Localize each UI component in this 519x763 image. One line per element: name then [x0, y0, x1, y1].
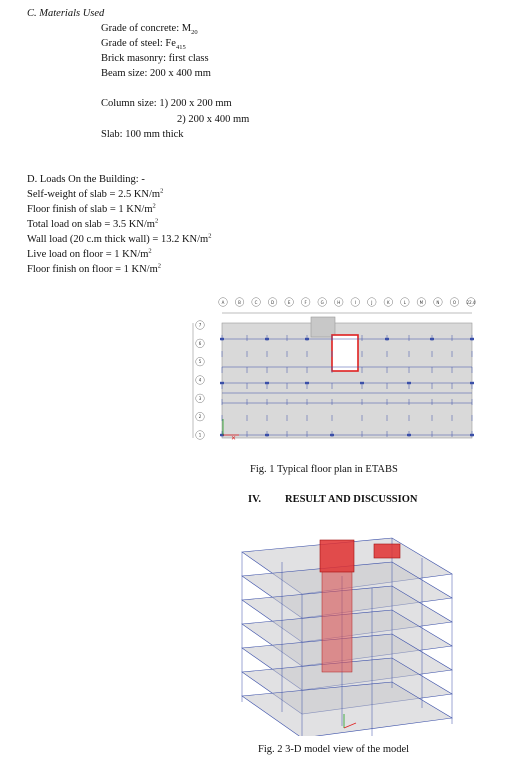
column-mark	[470, 338, 474, 340]
grid-label: E	[287, 300, 291, 305]
column-mark	[305, 338, 309, 340]
grid-label: O	[452, 300, 457, 305]
column-size-2: 2) 200 x 400 mm	[177, 114, 250, 125]
section-title: RESULT AND DISCUSSION	[285, 494, 418, 505]
grid-label: 4	[198, 377, 202, 383]
column-mark	[407, 382, 411, 384]
section-number: IV.	[248, 494, 261, 505]
grid-label: J	[371, 300, 373, 305]
floor-plan-figure	[187, 295, 477, 447]
grid-label: C	[254, 300, 258, 305]
lift-core-top	[320, 540, 354, 572]
grid-y-labels	[196, 321, 205, 440]
load-line: Total load on slab = 3.5 $KN/m^2$	[27, 217, 159, 230]
brick-masonry: Brick masonry: first class	[101, 53, 209, 64]
column-mark	[220, 382, 224, 384]
column-mark	[265, 434, 269, 436]
column-mark	[470, 434, 474, 436]
column-mark	[305, 382, 309, 384]
load-line: Floor finish on floor = 1 $KN/m^2$	[27, 262, 162, 275]
grid-label: I	[354, 300, 356, 305]
column-mark	[430, 338, 434, 340]
load-line: Live load on floor = 1 $KN/m^2$	[27, 247, 152, 260]
staircase-block	[311, 317, 335, 337]
grid-label: 3	[198, 395, 202, 401]
fig2-caption: Fig. 2 3-D model view of the model	[258, 744, 410, 755]
grid-label: M	[419, 300, 424, 305]
load-line: Self-weight of slab = 2.5 $KN/m^2$	[27, 187, 164, 200]
loads-heading: D. Loads On the Building: -	[27, 174, 145, 185]
grid-label: B	[238, 300, 241, 305]
grid-label: K	[387, 300, 390, 305]
grid-label: L	[403, 300, 406, 305]
column-mark	[470, 382, 474, 384]
lift-opening	[332, 335, 358, 371]
column-mark	[407, 434, 411, 436]
column-mark	[360, 382, 364, 384]
grid-label: F	[304, 300, 307, 305]
column-mark	[220, 338, 224, 340]
column-size: Column size: 1) 200 x 200 mm	[101, 98, 232, 109]
grid-label: 5	[198, 359, 202, 365]
slab-thickness: Slab: 100 mm thick	[101, 129, 184, 140]
x-axis-mark: ✕	[231, 435, 237, 442]
column-mark	[265, 338, 269, 340]
grid-label: 22.4	[466, 300, 476, 305]
3d-model-figure	[222, 518, 472, 736]
beam-size: Beam size: 200 x 400 mm	[101, 68, 211, 79]
column-mark	[385, 338, 389, 340]
lift-core-shaft	[322, 572, 352, 672]
grid-label: H	[337, 300, 341, 305]
grid-label: 6	[198, 340, 202, 346]
grid-label: G	[320, 300, 324, 305]
column-mark	[265, 382, 269, 384]
grid-x-labels	[219, 298, 476, 307]
load-line: Wall load (20 c.m thick wall) = 13.2 $KN/m^2$	[27, 232, 212, 245]
steel-grade: Grade of steel: $Fe_{415}$	[101, 38, 186, 52]
concrete-grade: Grade of concrete: $M_{20}$	[101, 23, 198, 37]
grid-label: 7	[198, 322, 202, 328]
load-line: Floor finish of slab = 1 $KN/m^2$	[27, 202, 156, 215]
fig1-caption: Fig. 1 Typical floor plan in ETABS	[250, 464, 398, 475]
grid-label: D	[271, 300, 275, 305]
grid-label: 2	[198, 414, 202, 420]
materials-heading: C. Materials Used	[27, 8, 105, 19]
grid-label: A	[221, 300, 225, 305]
stair-headroom-block	[374, 544, 400, 558]
grid-label: 1	[198, 432, 202, 438]
column-mark	[330, 434, 334, 436]
grid-label: N	[436, 300, 440, 305]
